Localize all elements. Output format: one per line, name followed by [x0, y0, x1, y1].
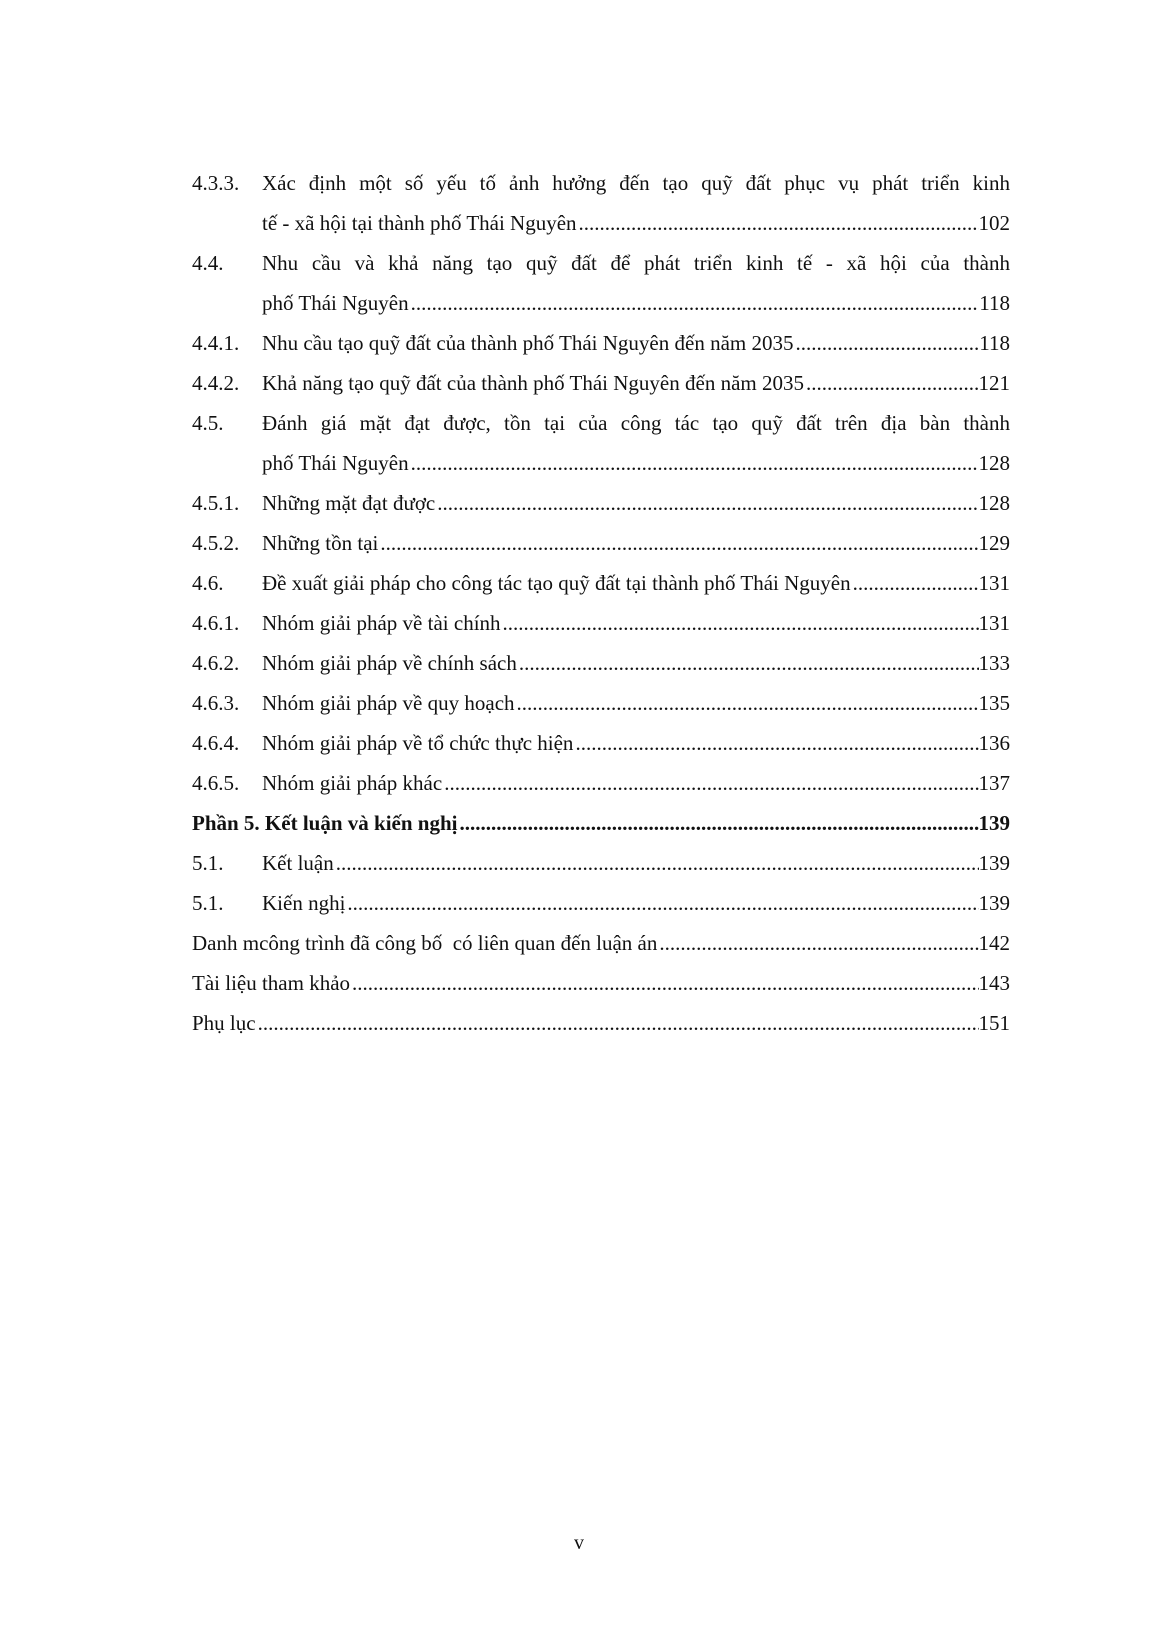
- dot-leader: [334, 843, 979, 883]
- toc-number: 4.4.1.: [192, 331, 240, 355]
- toc-page-number: 136: [978, 731, 1010, 755]
- toc-entry-4-6-4[interactable]: [192, 723, 1010, 763]
- toc-page-number: 151: [978, 1011, 1010, 1035]
- toc-page-number: 135: [978, 691, 1010, 715]
- dot-leader: [350, 963, 978, 1003]
- toc-page-number: 142: [978, 931, 1010, 955]
- toc-entry-4-3-3[interactable]: [192, 163, 1010, 243]
- toc-title: Đánh giá mặt đạt được, tồn tại của công tác tạo quỹ đất trên địa bàn thành: [262, 411, 1010, 435]
- toc-title: Nhóm giải pháp về tổ chức thực hiện: [262, 731, 574, 755]
- dot-leader: [409, 443, 979, 483]
- toc-title: Tài liệu tham khảo: [192, 971, 351, 995]
- toc-title-continued: tế - xã hội tại thành phố Thái Nguyên: [262, 211, 577, 235]
- toc-title: Danh mcông trình đã công bố có liên quan đến luận án: [192, 931, 658, 955]
- toc-number: 5.1.: [192, 851, 224, 875]
- toc-page-number: 139: [978, 851, 1010, 875]
- toc-page-number: 118: [979, 331, 1010, 355]
- toc-title-continued: phố Thái Nguyên: [262, 451, 409, 475]
- toc-entry-4-5-2[interactable]: [192, 523, 1010, 563]
- dot-leader: [435, 483, 978, 523]
- toc-number: 4.5.1.: [192, 491, 240, 515]
- toc-page-number: 139: [978, 811, 1010, 835]
- toc-entry-references[interactable]: [192, 963, 1010, 1003]
- toc-entry-publications[interactable]: [192, 923, 1010, 963]
- toc-page-number: 128: [978, 451, 1010, 475]
- toc-page-number: 133: [978, 651, 1010, 675]
- toc-number: 4.6.2.: [192, 651, 240, 675]
- toc-page-number: 129: [978, 531, 1010, 555]
- toc-entry-4-6-5[interactable]: [192, 763, 1010, 803]
- toc-page-number: 131: [978, 611, 1010, 635]
- page-number-footer: v: [574, 1532, 584, 1554]
- toc-number: 4.4.2.: [192, 371, 240, 395]
- toc-entry-4-5-1[interactable]: [192, 483, 1010, 523]
- toc-number: 4.6.3.: [192, 691, 240, 715]
- toc-page-number: 121: [978, 371, 1010, 395]
- toc-title: Kiến nghị: [262, 891, 346, 915]
- toc-entry-4-6-1[interactable]: [192, 603, 1010, 643]
- toc-number: 4.5.: [192, 411, 224, 435]
- toc-page-number: 128: [978, 491, 1010, 515]
- toc-entry-4-5[interactable]: [192, 403, 1010, 483]
- toc-entry-4-6[interactable]: [192, 563, 1010, 603]
- dot-leader: [442, 763, 978, 803]
- toc-title: Những tồn tại: [262, 531, 379, 555]
- toc-title: Kết luận: [262, 851, 334, 875]
- toc-entry-appendix[interactable]: [192, 1003, 1010, 1043]
- dot-leader: [517, 643, 979, 683]
- toc-page-number: 102: [978, 211, 1010, 235]
- dot-leader: [657, 923, 978, 963]
- toc-entry-4-6-3[interactable]: [192, 683, 1010, 723]
- toc-title: Phụ lục: [192, 1011, 256, 1035]
- toc-entry-part-5[interactable]: [192, 803, 1010, 843]
- toc-entry-4-4-2[interactable]: [192, 363, 1010, 403]
- toc-title: Phần 5. Kết luận và kiến nghị: [192, 811, 458, 835]
- toc-number: 4.6.5.: [192, 771, 240, 795]
- toc-title: Nhóm giải pháp khác: [262, 771, 443, 795]
- toc-title: Nhóm giải pháp về tài chính: [262, 611, 501, 635]
- dot-leader: [378, 523, 978, 563]
- dot-leader: [501, 603, 979, 643]
- dot-leader: [515, 683, 979, 723]
- toc-entry-4-4-1[interactable]: [192, 323, 1010, 363]
- toc-title: Nhóm giải pháp về chính sách: [262, 651, 517, 675]
- toc-page-number: 131: [978, 571, 1010, 595]
- toc-number: 4.6.4.: [192, 731, 240, 755]
- dot-leader: [409, 283, 980, 323]
- toc-title: Nhóm giải pháp về quy hoạch: [262, 691, 515, 715]
- dot-leader: [345, 883, 978, 923]
- toc-title: Những mặt đạt được: [262, 491, 436, 515]
- toc-title: Khả năng tạo quỹ đất của thành phố Thái Nguyên đến năm 2035: [262, 371, 804, 395]
- toc-entry-4-4[interactable]: [192, 243, 1010, 323]
- dot-leader: [573, 723, 978, 763]
- toc-page-number: 139: [978, 891, 1010, 915]
- dot-leader: [804, 363, 979, 403]
- toc-entry-4-6-2[interactable]: [192, 643, 1010, 683]
- toc-number: 4.4.: [192, 251, 224, 275]
- toc-number: 5.1.: [192, 891, 224, 915]
- toc-title: Nhu cầu tạo quỹ đất của thành phố Thái Nguyên đến năm 2035: [262, 331, 794, 355]
- dot-leader: [577, 203, 979, 243]
- toc-page-number: 143: [978, 971, 1010, 995]
- toc-entry-5-1-conclusion[interactable]: [192, 843, 1010, 883]
- dot-leader: [256, 1003, 979, 1043]
- toc-number: 4.5.2.: [192, 531, 240, 555]
- toc-title-continued: phố Thái Nguyên: [262, 291, 409, 315]
- toc-title: Nhu cầu và khả năng tạo quỹ đất để phát triển kinh tế - xã hội của thành: [262, 251, 1010, 275]
- toc-title: Xác định một số yếu tố ảnh hưởng đến tạo quỹ đất phục vụ phát triển kinh: [262, 171, 1010, 195]
- toc-number: 4.6.1.: [192, 611, 240, 635]
- dot-leader: [793, 323, 979, 363]
- toc-page-number: 137: [978, 771, 1010, 795]
- toc-number: 4.3.3.: [192, 171, 240, 195]
- table-of-contents: [192, 163, 1010, 1043]
- toc-title: Đề xuất giải pháp cho công tác tạo quỹ đất tại thành phố Thái Nguyên: [262, 571, 851, 595]
- dot-leader: [851, 563, 979, 603]
- toc-page-number: 118: [979, 291, 1010, 315]
- dot-leader: [457, 803, 978, 843]
- toc-number: 4.6.: [192, 571, 224, 595]
- toc-entry-5-1-recommendation[interactable]: [192, 883, 1010, 923]
